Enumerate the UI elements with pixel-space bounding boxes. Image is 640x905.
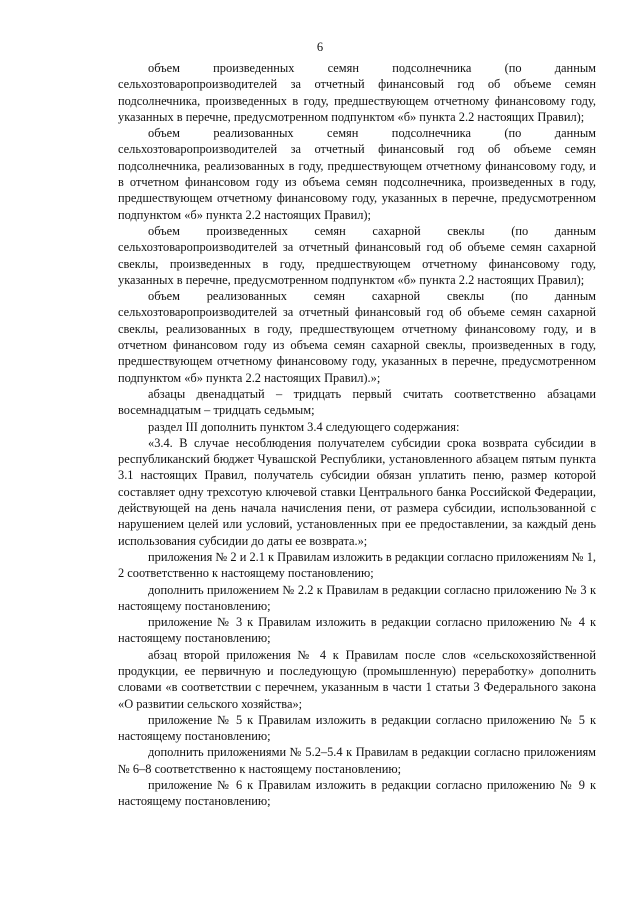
paragraph: дополнить приложением № 2.2 к Правилам в редакции согласно приложению № 3 к настоящему постановлению; (118, 582, 596, 613)
paragraph: объем произведенных семян сахарной свеклы (по данным сельхозтоваропроизводителей за отчетный финансовый год об объеме семян сахарной свеклы, произведенных в году, предшествующем отчетному финансовому году, указанных в перечне, предусмотренном подпунктом «б» пункта 2.2 настоящих Правил); (118, 223, 596, 287)
paragraph: абзацы двенадцатый – тридцать первый считать соответственно абзацами восемнадцатым – тридцать седьмым; (118, 386, 596, 418)
paragraph: приложение № 3 к Правилам изложить в редакции согласно приложению № 4 к настоящему постановлению; (118, 615, 596, 646)
paragraph: объем реализованных семян сахарной свеклы (по данным сельхозтоваропроизводителей за отчетный финансовый год об объеме семян сахарной свеклы, реализованных в году, предшествующем отчетному финансовому году, и в отчетном финансовом году из объема семян сахарной свеклы, произведенных в году, предшествующем отчетному финансовому году, указанных в перечне, предусмотренном подпунктом «б» пункта 2.2 настоящих Правил).»; (118, 289, 596, 385)
paragraph: дополнить приложениями № 5.2–5.4 к Правилам в редакции согласно приложениям № 6–8 соответственно к настоящему постановлению; (118, 745, 596, 776)
paragraph: приложение № 5 к Правилам изложить в редакции согласно приложению № 5 к настоящему постановлению; (118, 712, 596, 744)
document-body (118, 60, 596, 810)
paragraph: объем произведенных семян подсолнечника (по данным сельхозтоваропроизводителей за отчетный финансовый год об объеме семян подсолнечника, произведенных в году, предшествующем отчетному финансовому году, указанных в перечне, предусмотренном подпунктом «б» пункта 2.2 настоящих Правил); (118, 61, 596, 124)
paragraph: приложение № 6 к Правилам изложить в редакции согласно приложению № 9 к настоящему постановлению; (118, 778, 596, 809)
paragraph: «3.4. В случае несоблюдения получателем субсидии срока возврата субсидии в республиканский бюджет Чувашской Республики, установленного абзацем пятым пункта 3.1 настоящих Правил, получатель субсидии обязан уплатить пеню, размер которой составляет одну трехсотую ключевой ставки Центрального банка Российской Федерации, действующей на день начала начисления пени, от размера субсидии, использованной с нарушением целей или условий, установленных при ее предоставлении, за каждый день использования субсидии до даты ее возврата.»; (118, 435, 596, 548)
paragraph: раздел III дополнить пунктом 3.4 следующего содержания: (148, 419, 460, 434)
paragraph: приложения № 2 и 2.1 к Правилам изложить в редакции согласно приложениям № 1, 2 соответственно к настоящему постановлению; (118, 549, 596, 581)
page-number: 6 (316, 40, 324, 54)
paragraph: абзац второй приложения № 4 к Правилам после слов «сельскохозяйственной продукции, ее первичную и последующую (промышленную) переработку» дополнить словами «в соответствии с перечнем, указанным в части 1 статьи 3 Федерального закона «О развитии сельского хозяйства»; (118, 647, 596, 711)
paragraph: объем реализованных семян подсолнечника (по данным сельхозтоваропроизводителей за отчетный финансовый год об объеме семян подсолнечника, реализованных в году, предшествующем отчетному финансовому году, и в отчетном финансовом году из объема семян подсолнечника, произведенных в году, предшествующем отчетному финансовому году, указанных в перечне, предусмотренном подпунктом «б» пункта 2.2 настоящих Правил); (118, 126, 596, 222)
